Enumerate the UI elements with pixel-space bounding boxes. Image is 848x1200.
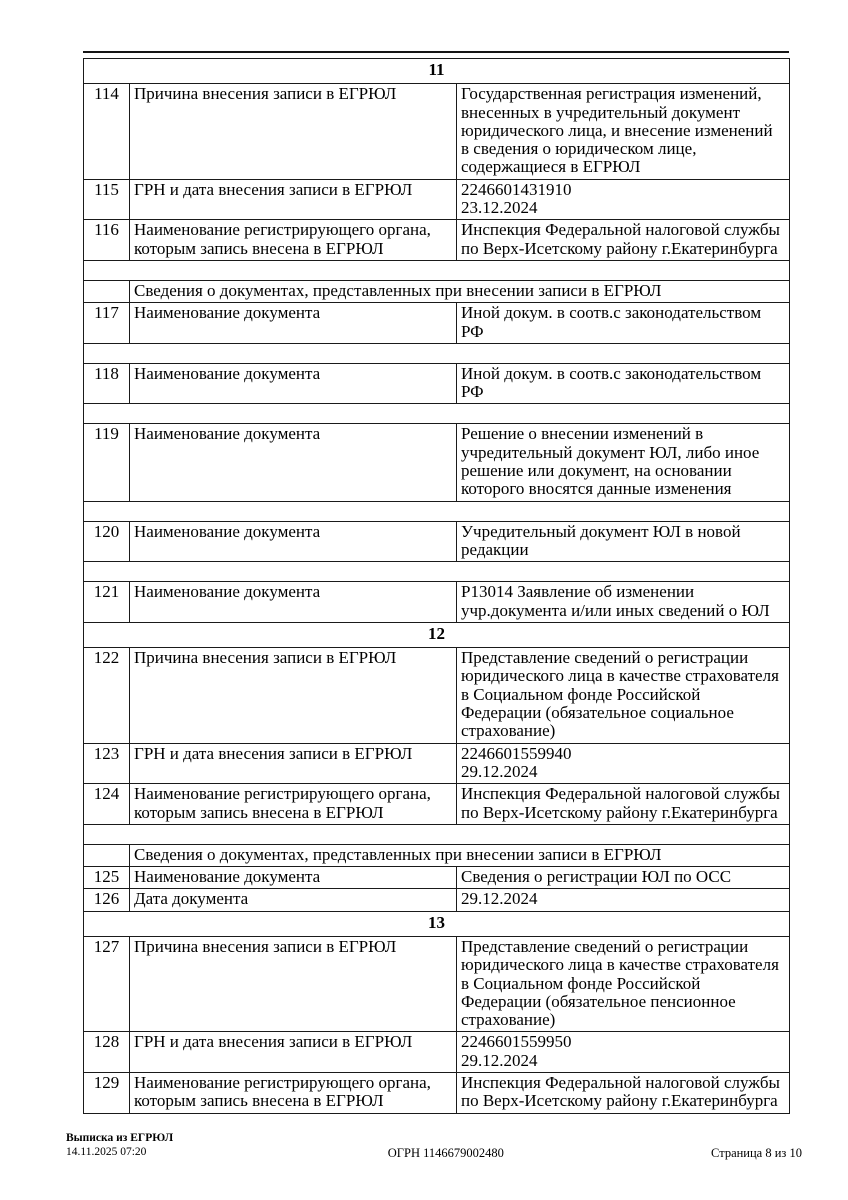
row-number-cell: 123 (84, 743, 130, 784)
row-number-cell: 129 (84, 1073, 130, 1114)
row-number-cell: 116 (84, 220, 130, 261)
field-value-cell: Инспекция Федеральной налоговой службы по Верх-Исетскому району г.Екатеринбурга (457, 1073, 790, 1114)
section-header-row (84, 59, 790, 84)
row-number-cell: 125 (84, 867, 130, 889)
field-value-cell: Инспекция Федеральной налоговой службы по Верх-Исетскому району г.Екатеринбурга (457, 784, 790, 825)
field-label-cell: Наименование документа (130, 303, 457, 344)
field-label-cell: ГРН и дата внесения записи в ЕГРЮЛ (130, 179, 457, 220)
spacer-cell (84, 501, 790, 521)
field-value-cell: Учредительный документ ЮЛ в новой редакции (457, 521, 790, 562)
record-row (84, 889, 790, 911)
record-row (84, 867, 790, 889)
record-row (84, 84, 790, 179)
field-label-cell: Наименование документа (130, 521, 457, 562)
record-row (84, 521, 790, 562)
doc-header-cell: Сведения о документах, представленных при внесении записи в ЕГРЮЛ (130, 280, 790, 302)
record-row (84, 936, 790, 1031)
field-value-cell: Государственная регистрация изменений, внесенных в учредительный документ юридического лица, и внесение изменений в сведения о юридическом лице, содержащиеся в ЕГРЮЛ (457, 84, 790, 179)
spacer-cell (84, 562, 790, 582)
field-label-cell: ГРН и дата внесения записи в ЕГРЮЛ (130, 743, 457, 784)
record-row (84, 648, 790, 743)
field-value-cell: Р13014 Заявление об изменении учр.документа и/или иных сведений о ЮЛ (457, 582, 790, 623)
spacer-row (84, 824, 790, 844)
record-row (84, 743, 790, 784)
empty-number-cell (84, 844, 130, 866)
field-value-cell: Представление сведений о регистрации юридического лица в качестве страхователя в Социальном фонде Российской Федерации (обязательное социальное страхование) (457, 648, 790, 743)
field-label-cell: Причина внесения записи в ЕГРЮЛ (130, 84, 457, 179)
field-label-cell: Причина внесения записи в ЕГРЮЛ (130, 936, 457, 1031)
footer-datetime: 14.11.2025 07:20 (66, 1145, 147, 1158)
field-label-cell: Наименование регистрирующего органа, которым запись внесена в ЕГРЮЛ (130, 1073, 457, 1114)
row-number-cell: 118 (84, 363, 130, 404)
spacer-cell (84, 260, 790, 280)
record-row (84, 303, 790, 344)
footer-page-number: Страница 8 из 10 (711, 1145, 802, 1160)
row-number-cell: 126 (84, 889, 130, 911)
spacer-row (84, 343, 790, 363)
empty-number-cell (84, 280, 130, 302)
footer-document-title: Выписка из ЕГРЮЛ (66, 1132, 174, 1144)
field-label-cell: Наименование документа (130, 867, 457, 889)
page-footer (66, 1132, 802, 1160)
row-number-cell: 115 (84, 179, 130, 220)
field-value-cell: 2246601559950 29.12.2024 (457, 1032, 790, 1073)
doc-header-cell: Сведения о документах, представленных при внесении записи в ЕГРЮЛ (130, 844, 790, 866)
field-value-cell: Иной докум. в соотв.с законодательством РФ (457, 303, 790, 344)
row-number-cell: 121 (84, 582, 130, 623)
field-label-cell: Дата документа (130, 889, 457, 911)
section-header-row (84, 911, 790, 936)
spacer-row (84, 501, 790, 521)
field-label-cell: Наименование регистрирующего органа, которым запись внесена в ЕГРЮЛ (130, 784, 457, 825)
spacer-row (84, 562, 790, 582)
row-number-cell: 120 (84, 521, 130, 562)
record-row (84, 424, 790, 501)
row-number-cell: 119 (84, 424, 130, 501)
section-number: 13 (84, 911, 790, 936)
field-label-cell: ГРН и дата внесения записи в ЕГРЮЛ (130, 1032, 457, 1073)
record-row (84, 582, 790, 623)
row-number-cell: 122 (84, 648, 130, 743)
doc-header-row (84, 844, 790, 866)
field-value-cell: Решение о внесении изменений в учредительный документ ЮЛ, либо иное решение или документ, на основании которого вносятся данные изменения (457, 424, 790, 501)
row-number-cell: 127 (84, 936, 130, 1031)
row-number-cell: 128 (84, 1032, 130, 1073)
footer-ogrn: ОГРН 1146679002480 (387, 1145, 504, 1160)
record-row (84, 1032, 790, 1073)
spacer-row (84, 404, 790, 424)
field-label-cell: Наименование документа (130, 582, 457, 623)
field-value-cell: 2246601559940 29.12.2024 (457, 743, 790, 784)
record-row (84, 784, 790, 825)
record-row (84, 179, 790, 220)
footer-left-block (66, 1132, 327, 1160)
spacer-row (84, 260, 790, 280)
page-break-continuation-line (83, 51, 789, 53)
field-value-cell: Иной докум. в соотв.с законодательством РФ (457, 363, 790, 404)
field-label-cell: Наименование регистрирующего органа, которым запись внесена в ЕГРЮЛ (130, 220, 457, 261)
record-row (84, 363, 790, 404)
field-value-cell: Сведения о регистрации ЮЛ по ОСС (457, 867, 790, 889)
field-value-cell: Представление сведений о регистрации юридического лица в качестве страхователя в Социальном фонде Российской Федерации (обязательное пенсионное страхование) (457, 936, 790, 1031)
field-value-cell: 29.12.2024 (457, 889, 790, 911)
row-number-cell: 117 (84, 303, 130, 344)
field-label-cell: Наименование документа (130, 424, 457, 501)
section-header-row (84, 622, 790, 647)
spacer-cell (84, 343, 790, 363)
record-row (84, 1073, 790, 1114)
doc-header-row (84, 280, 790, 302)
section-number: 11 (84, 59, 790, 84)
field-label-cell: Наименование документа (130, 363, 457, 404)
section-number: 12 (84, 622, 790, 647)
field-value-cell: 2246601431910 23.12.2024 (457, 179, 790, 220)
spacer-cell (84, 824, 790, 844)
row-number-cell: 124 (84, 784, 130, 825)
field-label-cell: Причина внесения записи в ЕГРЮЛ (130, 648, 457, 743)
spacer-cell (84, 404, 790, 424)
field-value-cell: Инспекция Федеральной налоговой службы по Верх-Исетскому району г.Екатеринбурга (457, 220, 790, 261)
record-row (84, 220, 790, 261)
row-number-cell: 114 (84, 84, 130, 179)
egrul-records-table (83, 58, 790, 1114)
